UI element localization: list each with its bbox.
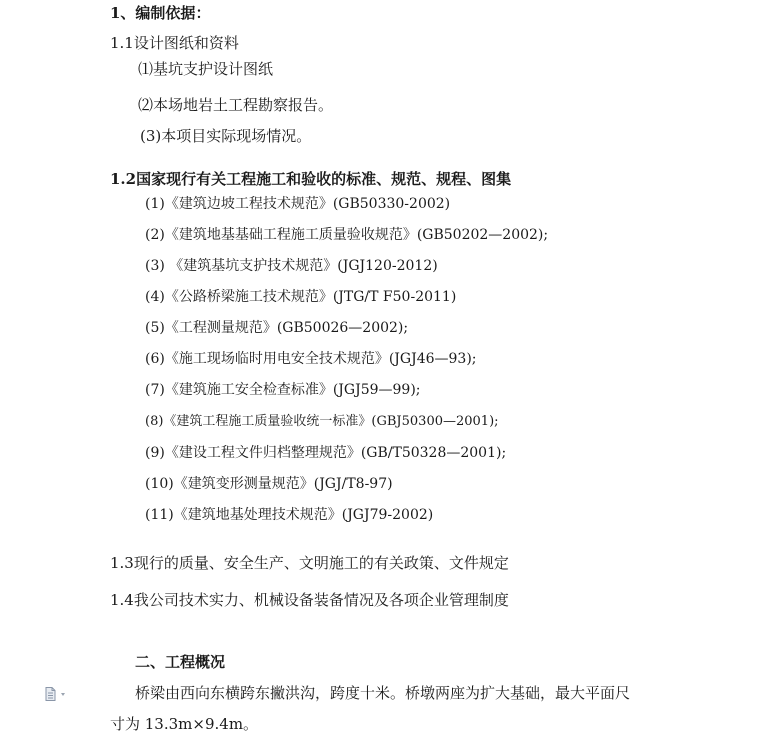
list-item: ⑴基坑支护设计图纸 — [138, 60, 274, 78]
list-item: (9)《建设工程文件归档整理规范》(GB/T50328—2001); — [145, 445, 507, 461]
list-item: (3)本项目实际现场情况。 — [140, 127, 312, 145]
section-1-3-title: 1.3现行的质量、安全生产、文明施工的有关政策、文件规定 — [110, 554, 509, 572]
paragraph-line: 桥梁由西向东横跨东撇洪沟，跨度十米。桥墩两座为扩大基础，最大平面尺 — [135, 684, 631, 702]
heading-overview: 二、工程概况 — [135, 653, 226, 671]
list-item: (7)《建筑施工安全检查标准》(JGJ59—99); — [145, 382, 421, 398]
list-item: (2)《建筑地基基础工程施工质量验收规范》(GB50202—2002); — [145, 227, 549, 243]
list-item: (8)《建筑工程施工质量验收统一标准》(GBJ50300—2001); — [145, 414, 499, 429]
list-item: (3) 《建筑基坑支护技术规范》(JGJ120-2012) — [145, 258, 438, 274]
paragraph-line: 寸为 13.3m×9.4m。 — [110, 715, 259, 733]
list-item: (4)《公路桥梁施工技术规范》(JTG/T F50-2011) — [145, 289, 457, 305]
list-item: (6)《施工现场临时用电安全技术规范》(JGJ46—93); — [145, 351, 477, 367]
section-1-4-title: 1.4我公司技术实力、机械设备装备情况及各项企业管理制度 — [110, 591, 509, 609]
section-1-1-title: 1.1设计图纸和资料 — [110, 34, 239, 52]
document-icon[interactable] — [44, 686, 70, 700]
list-item: (11)《建筑地基处理技术规范》(JGJ79-2002) — [145, 507, 434, 523]
list-item: (1)《建筑边坡工程技术规范》(GB50330-2002) — [145, 196, 451, 212]
heading-basis: 1、编制依据： — [110, 4, 211, 22]
list-item: (10)《建筑变形测量规范》(JGJ/T8-97) — [145, 476, 393, 492]
list-item: (5)《工程测量规范》(GB50026—2002); — [145, 320, 409, 336]
list-item: ⑵本场地岩土工程勘察报告。 — [138, 96, 334, 114]
section-1-2-title: 1.2国家现行有关工程施工和验收的标准、规范、规程、图集 — [110, 170, 512, 188]
